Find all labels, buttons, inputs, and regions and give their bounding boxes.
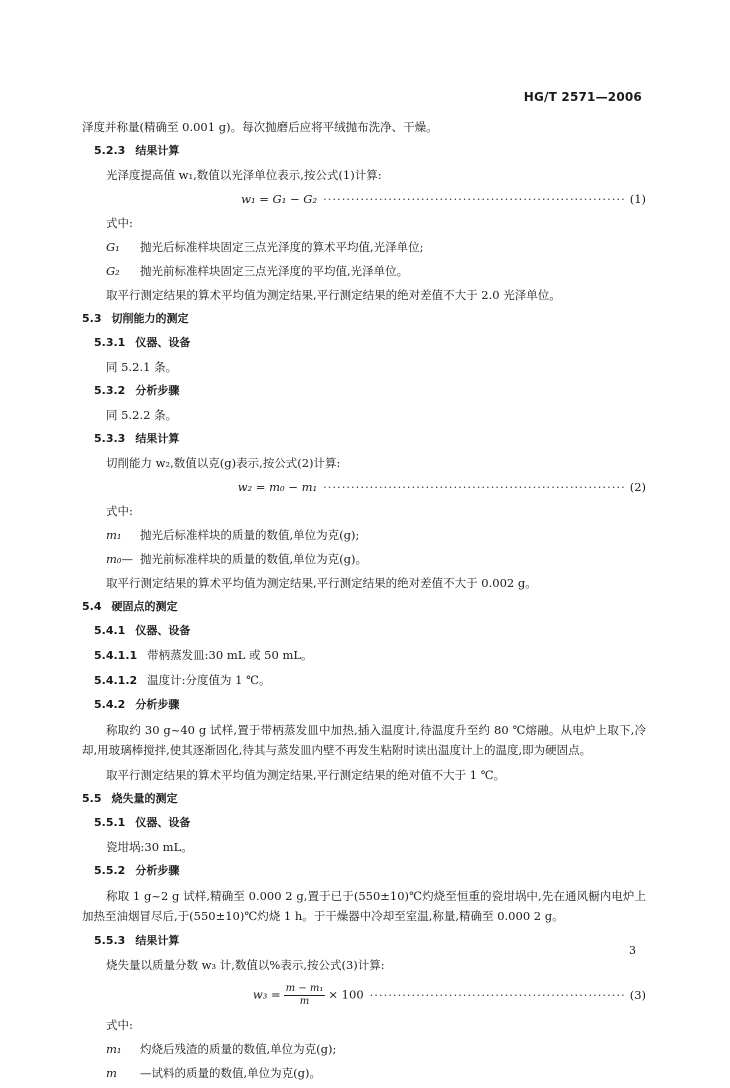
section-number: 5.4: [82, 600, 102, 613]
section-number: 5.5.2: [94, 864, 126, 877]
section-title: 硬固点的测定: [111, 600, 178, 613]
section-title: 分析步骤: [135, 864, 180, 877]
section-number: 5.3.2: [94, 384, 126, 397]
definition: [82, 550, 646, 568]
definition: [82, 1064, 646, 1082]
section-heading: [82, 790, 646, 808]
section-number: 5.5.3: [94, 934, 126, 947]
section-heading: [82, 862, 646, 880]
section-title: 分析步骤: [135, 698, 180, 711]
definition-symbol: G₁: [106, 240, 120, 254]
paragraph: [82, 720, 646, 760]
paragraph: [82, 118, 646, 136]
section-title: 切削能力的测定: [111, 312, 189, 325]
section-number: 5.3: [82, 312, 102, 325]
equation-leader: ·······················································: [369, 988, 626, 1002]
clause-text: 温度计:分度值为 1 ℃。: [147, 673, 271, 687]
clause: [82, 646, 646, 665]
paragraph: [82, 502, 646, 520]
section-title: 结果计算: [135, 432, 180, 445]
section-heading: [82, 334, 646, 352]
section-number: 5.5.1: [94, 816, 126, 829]
section-title: 结果计算: [135, 934, 180, 947]
equation-expression: w₁ = G₁ − G₂: [241, 192, 318, 206]
definition: [82, 238, 646, 256]
clause-number: 5.4.1.2: [94, 674, 138, 687]
paragraph: [82, 286, 646, 304]
section-heading: [82, 598, 646, 616]
standard-number: HG/T 2571—2006: [523, 90, 642, 104]
definition-text: 抛光后标准样块的质量的数值,单位为克(g);: [140, 528, 360, 542]
equation-leader: ·································································: [323, 192, 626, 206]
section-title: 仪器、设备: [135, 624, 191, 637]
paragraph-text: 称取 1 g~2 g 试样,精确至 0.000 2 g,置于已于(550±10)℃灼烧至恒重的瓷坩埚中,先在通风橱内电炉上加热至油烟冒尽后,于(550±10)℃灼烧 1 h。于干燥器中冷却至室温,称量,精确至 0.000 2 g。: [82, 889, 646, 923]
section-title: 分析步骤: [135, 384, 180, 397]
paragraph: [82, 406, 646, 424]
clause-text: 带柄蒸发皿:30 mL 或 50 mL。: [147, 648, 313, 662]
section-title: 结果计算: [135, 144, 180, 157]
clause: [82, 671, 646, 690]
paragraph-text: 取平行测定结果的算术平均值为测定结果,平行测定结果的绝对值不大于 1 ℃。: [106, 768, 506, 782]
section-number: 5.5: [82, 792, 102, 805]
definition-symbol: m₁: [106, 1042, 122, 1056]
equation-lhs: w₃ =: [252, 987, 281, 1001]
equation: [82, 190, 646, 208]
paragraph-text: 取平行测定结果的算术平均值为测定结果,平行测定结果的绝对差值不大于 0.002 g。: [106, 576, 537, 590]
equation-leader: ·································································: [323, 480, 626, 494]
section-title: 烧失量的测定: [111, 792, 178, 805]
section-heading: [82, 696, 646, 714]
page-number: 3: [629, 944, 636, 957]
paragraph: [82, 454, 646, 472]
definition-symbol: m: [106, 1066, 117, 1080]
section-number: 5.3.3: [94, 432, 126, 445]
equation: [82, 478, 646, 496]
definition-text: 抛光后标准样块固定三点光泽度的算术平均值,光泽单位;: [140, 240, 424, 254]
equation: [82, 980, 646, 1010]
paragraph-text: 同 5.2.2 条。: [106, 408, 178, 422]
definition: [82, 1040, 646, 1058]
equation-number: (3): [629, 988, 646, 1002]
document-body: [82, 118, 646, 1088]
paragraph-text: 同 5.2.1 条。: [106, 360, 178, 374]
paragraph-text: 泽度并称量(精确至 0.001 g)。每次抛磨后应将平绒抛布洗净、干燥。: [82, 120, 438, 134]
paragraph: [82, 166, 646, 184]
paragraph: [82, 766, 646, 784]
section-heading: [82, 382, 646, 400]
section-number: 5.4.2: [94, 698, 126, 711]
equation-expression: [253, 983, 364, 1008]
section-heading: [82, 142, 646, 160]
section-heading: [82, 932, 646, 950]
section-number: 5.4.1: [94, 624, 126, 637]
section-heading: [82, 814, 646, 832]
definition: [82, 262, 646, 280]
equation-number: (1): [629, 192, 646, 206]
fraction-denominator: m: [299, 995, 310, 1007]
paragraph-text: 瓷坩埚:30 mL。: [106, 840, 193, 854]
fraction-numerator: m − m₁: [285, 982, 324, 994]
paragraph: [82, 358, 646, 376]
section-number: 5.2.3: [94, 144, 126, 157]
section-title: 仪器、设备: [135, 336, 191, 349]
definition-symbol: m₁: [106, 528, 122, 542]
definition: [82, 526, 646, 544]
paragraph: [82, 886, 646, 926]
section-heading: [82, 622, 646, 640]
equation-expression: w₂ = m₀ − m₁: [237, 480, 318, 494]
paragraph: [82, 956, 646, 974]
definition-symbol: G₂: [106, 264, 120, 278]
fraction: [284, 983, 326, 1008]
equation-rhs: × 100: [328, 987, 364, 1001]
equation-number: (2): [629, 480, 646, 494]
section-heading: [82, 430, 646, 448]
paragraph-text: 光泽度提高值 w₁,数值以光泽单位表示,按公式(1)计算:: [106, 168, 382, 182]
section-number: 5.3.1: [94, 336, 126, 349]
definition-text: 抛光前标准样块的质量的数值,单位为克(g)。: [140, 552, 367, 566]
section-title: 仪器、设备: [135, 816, 191, 829]
paragraph: [82, 1016, 646, 1034]
paragraph-text: 烧失量以质量分数 w₃ 计,数值以%表示,按公式(3)计算:: [106, 958, 385, 972]
paragraph-text: 取平行测定结果的算术平均值为测定结果,平行测定结果的绝对差值不大于 2.0 光泽单位。: [106, 288, 561, 302]
paragraph-text: 式中:: [106, 1018, 133, 1032]
paragraph-text: 式中:: [106, 504, 133, 518]
definition-text: 抛光前标准样块固定三点光泽度的平均值,光泽单位。: [140, 264, 409, 278]
paragraph: [82, 838, 646, 856]
definition-symbol: m₀—: [106, 552, 134, 566]
paragraph-text: 式中:: [106, 216, 133, 230]
clause-number: 5.4.1.1: [94, 649, 138, 662]
section-heading: [82, 310, 646, 328]
paragraph: [82, 574, 646, 592]
paragraph-text: 切削能力 w₂,数值以克(g)表示,按公式(2)计算:: [106, 456, 341, 470]
paragraph-text: 称取约 30 g~40 g 试样,置于带柄蒸发皿中加热,插入温度计,待温度升至约 80 ℃熔融。从电炉上取下,冷却,用玻璃棒搅拌,使其逐渐固化,待其与蒸发皿内壁不再发生粘附时读出温度计上的温度,即为硬固点。: [82, 723, 646, 757]
definition-text: —试料的质量的数值,单位为克(g)。: [140, 1066, 321, 1080]
paragraph: [82, 214, 646, 232]
definition-text: 灼烧后残渣的质量的数值,单位为克(g);: [140, 1042, 337, 1056]
